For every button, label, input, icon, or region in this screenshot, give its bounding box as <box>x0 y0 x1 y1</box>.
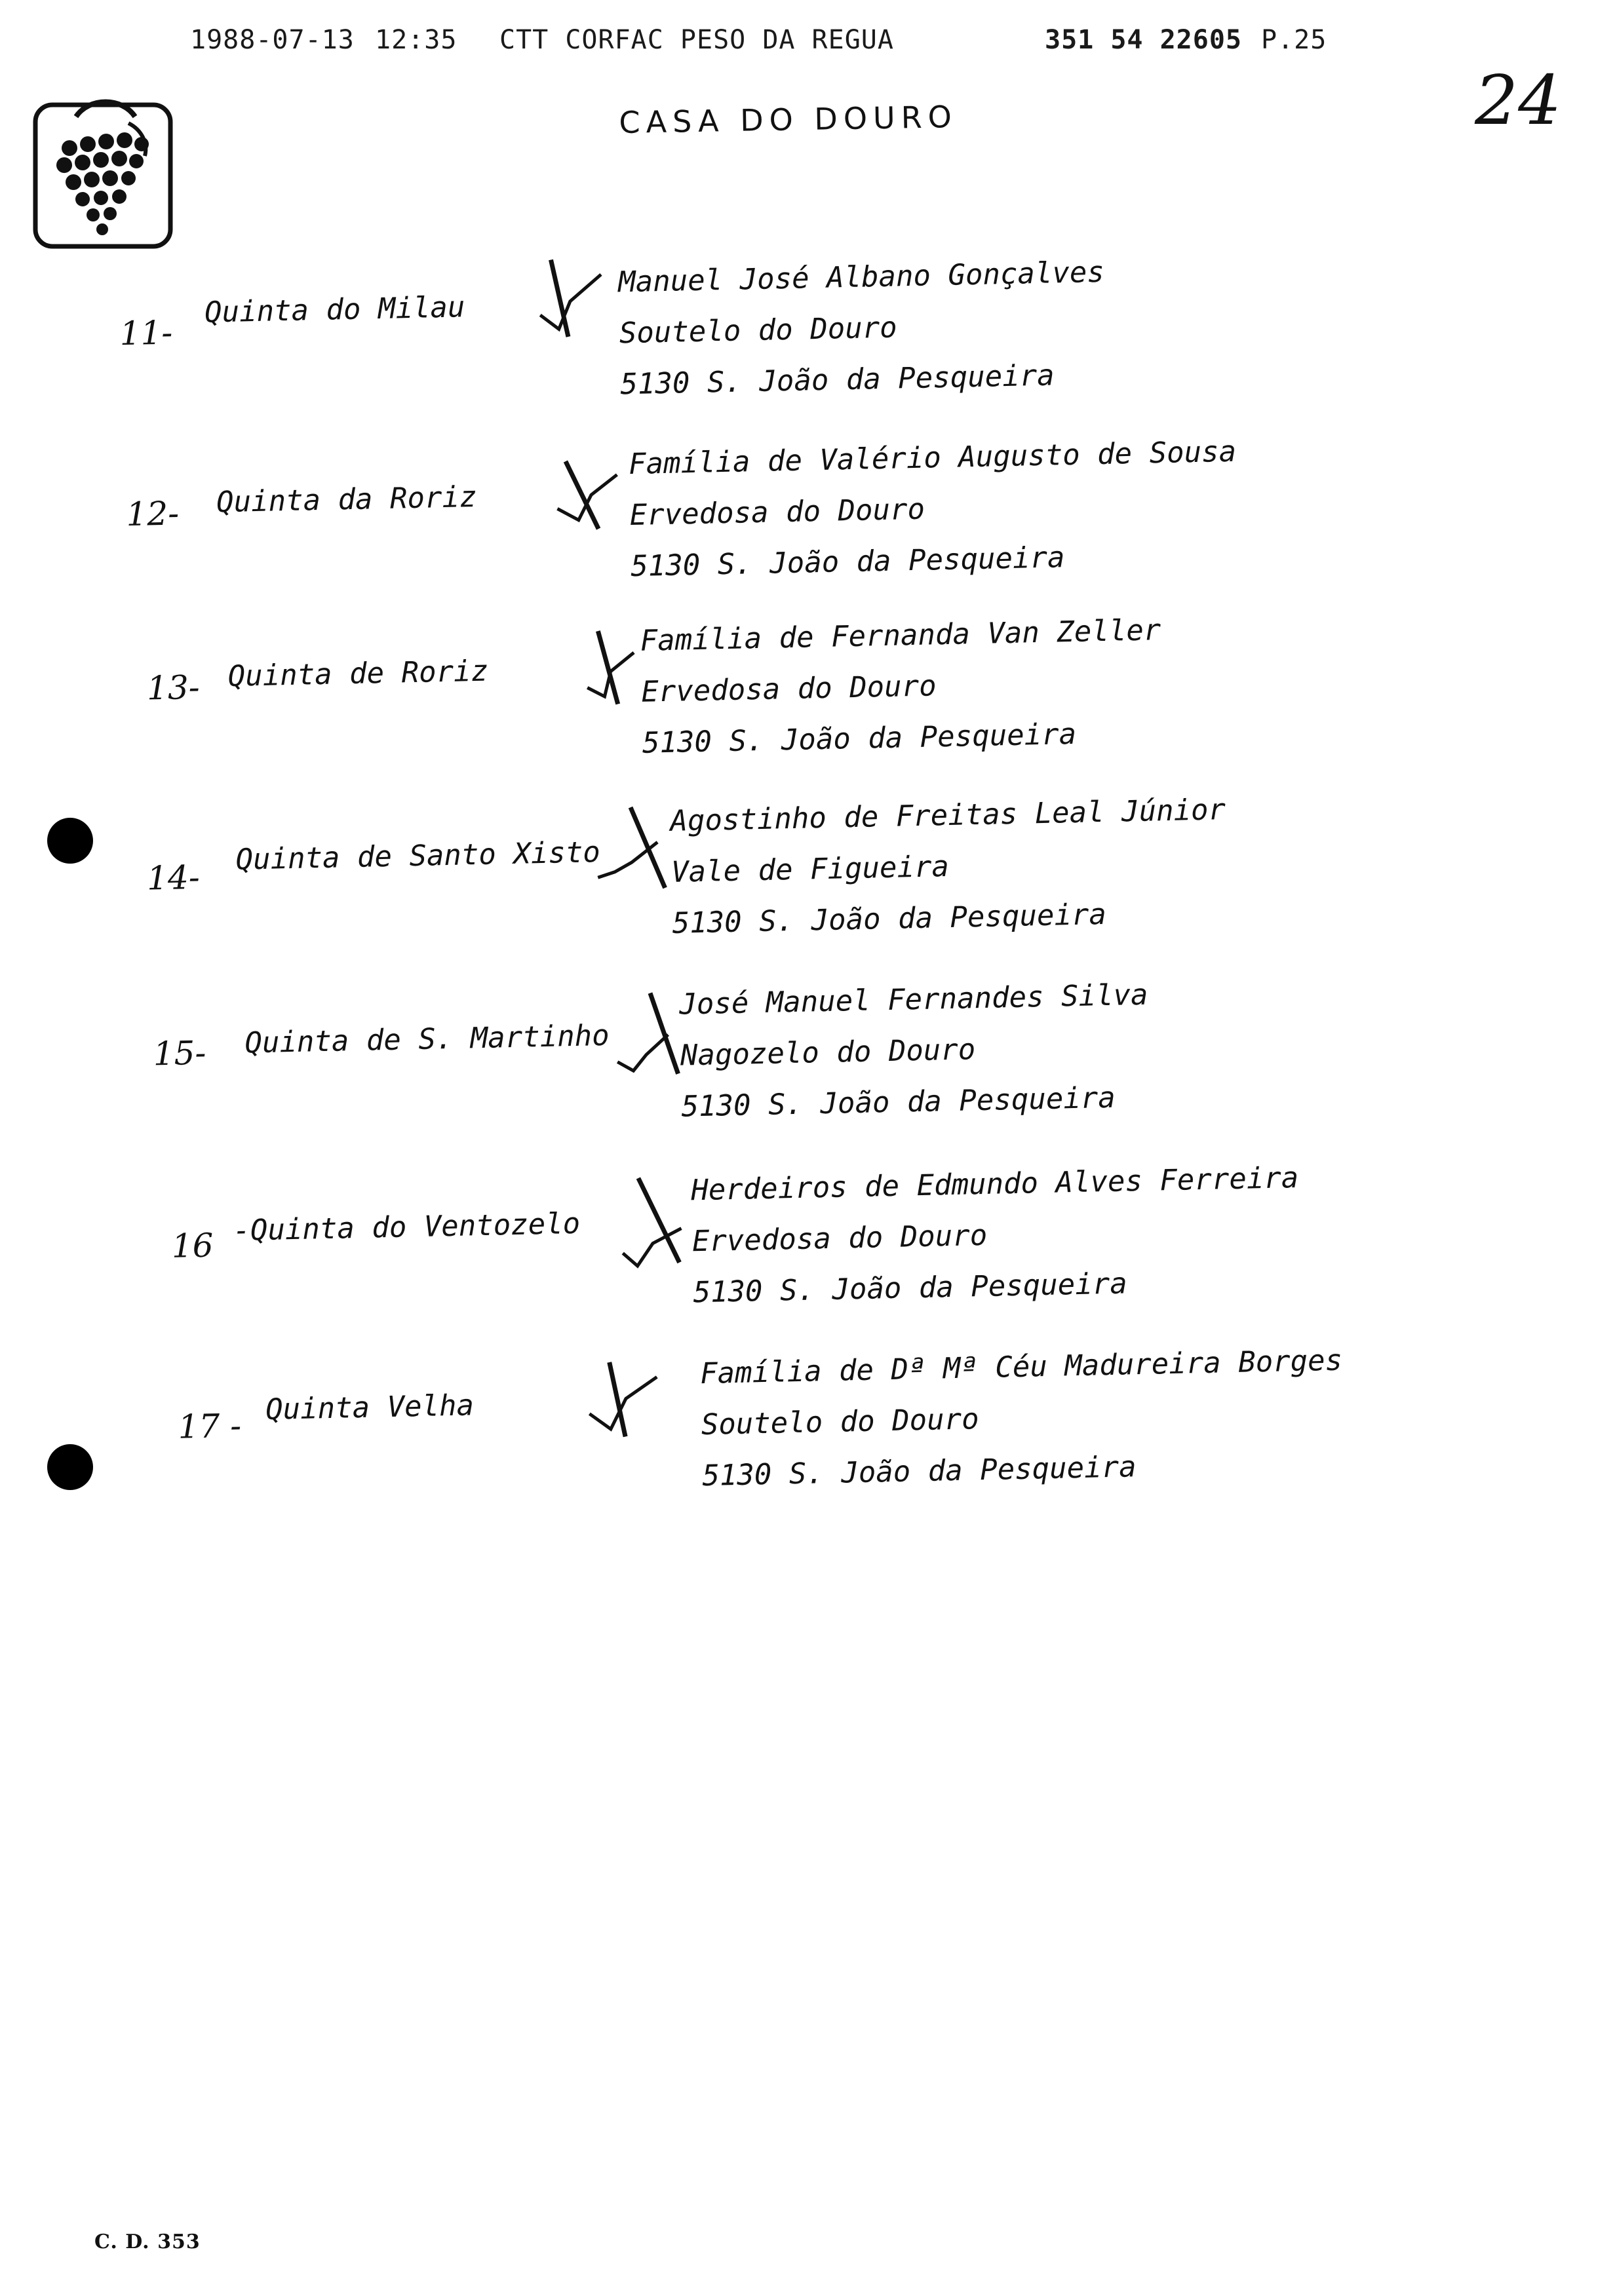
punch-hole-lower <box>47 1444 93 1490</box>
owner-name: Família de Dª Mª Céu Madureira Borges <box>699 1343 1343 1391</box>
owner-postal-address: 5130 S. João da Pesqueira <box>619 358 1055 402</box>
document-title: CASA DO DOURO <box>619 98 958 140</box>
owner-name: Herdeiros de Edmundo Alves Ferreira <box>690 1160 1299 1208</box>
owner-postal-address: 5130 S. João da Pesqueira <box>672 897 1107 940</box>
check-mark-icon <box>581 626 642 713</box>
owner-name: Manuel José Albano Gonçalves <box>617 255 1105 299</box>
owner-address <box>699 1335 1345 1502</box>
owner-name: Família de Fernanda Van Zeller <box>640 613 1161 658</box>
owner-locality: Ervedosa do Douro <box>640 669 937 709</box>
entry-number: 15- <box>153 1033 206 1073</box>
owner-address <box>617 247 1106 410</box>
quinta-name: Quinta de Roriz <box>227 654 489 693</box>
footer-document-code: C. D. 353 <box>94 2230 201 2253</box>
owner-address <box>628 427 1239 592</box>
owner-name: Família de Valério Augusto de Sousa <box>628 434 1237 482</box>
quinta-name: Quinta da Roriz <box>216 480 477 520</box>
owner-locality: Vale de Figueira <box>671 849 950 889</box>
owner-address <box>690 1153 1301 1318</box>
owner-name: Agostinho de Freitas Leal Júnior <box>669 793 1226 838</box>
owner-name: José Manuel Fernandes Silva <box>678 978 1148 1022</box>
owner-postal-address: 5130 S. João da Pesqueira <box>701 1450 1137 1493</box>
owner-locality: Nagozelo do Douro <box>680 1033 976 1073</box>
owner-address <box>640 605 1163 769</box>
owner-address <box>679 970 1151 1133</box>
quinta-name: Quinta de Santo Xisto <box>235 835 601 877</box>
check-mark-icon <box>532 255 606 341</box>
owner-postal-address: 5130 S. João da Pesqueira <box>630 541 1065 584</box>
punch-hole-upper <box>47 818 93 864</box>
check-mark-icon <box>551 455 625 535</box>
fax-date: 1988-07-13 <box>190 25 355 55</box>
entry-number: 17 - <box>178 1406 242 1446</box>
fax-sender: CTT CORFAC PESO DA REGUA <box>499 25 894 55</box>
grape-cluster-icon <box>30 90 178 254</box>
entry-number: 16 <box>171 1226 214 1265</box>
casa-do-douro-logo <box>30 90 178 254</box>
owner-locality: Soutelo do Douro <box>701 1402 980 1442</box>
check-mark-icon <box>611 989 685 1082</box>
owner-postal-address: 5130 S. João da Pesqueira <box>693 1267 1128 1310</box>
quinta-name: Quinta de S. Martinho <box>244 1018 610 1060</box>
handwritten-page-number: 24 <box>1475 60 1562 140</box>
owner-locality: Ervedosa do Douro <box>691 1218 988 1259</box>
entry-number: 11- <box>119 313 173 353</box>
owner-postal-address: 5130 S. João da Pesqueira <box>681 1081 1116 1124</box>
owner-locality: Ervedosa do Douro <box>629 492 925 533</box>
owner-postal-address: 5130 S. João da Pesqueira <box>642 717 1077 760</box>
fax-time: 12:35 <box>375 25 457 55</box>
owner-locality: Soutelo do Douro <box>619 311 898 351</box>
quinta-name: -Quinta do Ventozelo <box>232 1206 581 1248</box>
check-mark-icon <box>591 803 672 896</box>
entry-number: 12- <box>125 494 180 534</box>
fax-page-number: P.25 <box>1261 25 1327 55</box>
check-mark-icon <box>583 1357 664 1444</box>
entry-number: 13- <box>146 668 201 708</box>
quinta-name: Quinta Velha <box>265 1388 475 1426</box>
entry-number: 14- <box>146 858 201 898</box>
owner-address <box>670 784 1228 949</box>
fax-phone-number: 351 54 22605 <box>1045 25 1242 55</box>
check-mark-icon <box>612 1173 693 1272</box>
quinta-name: Quinta do Milau <box>204 290 465 330</box>
